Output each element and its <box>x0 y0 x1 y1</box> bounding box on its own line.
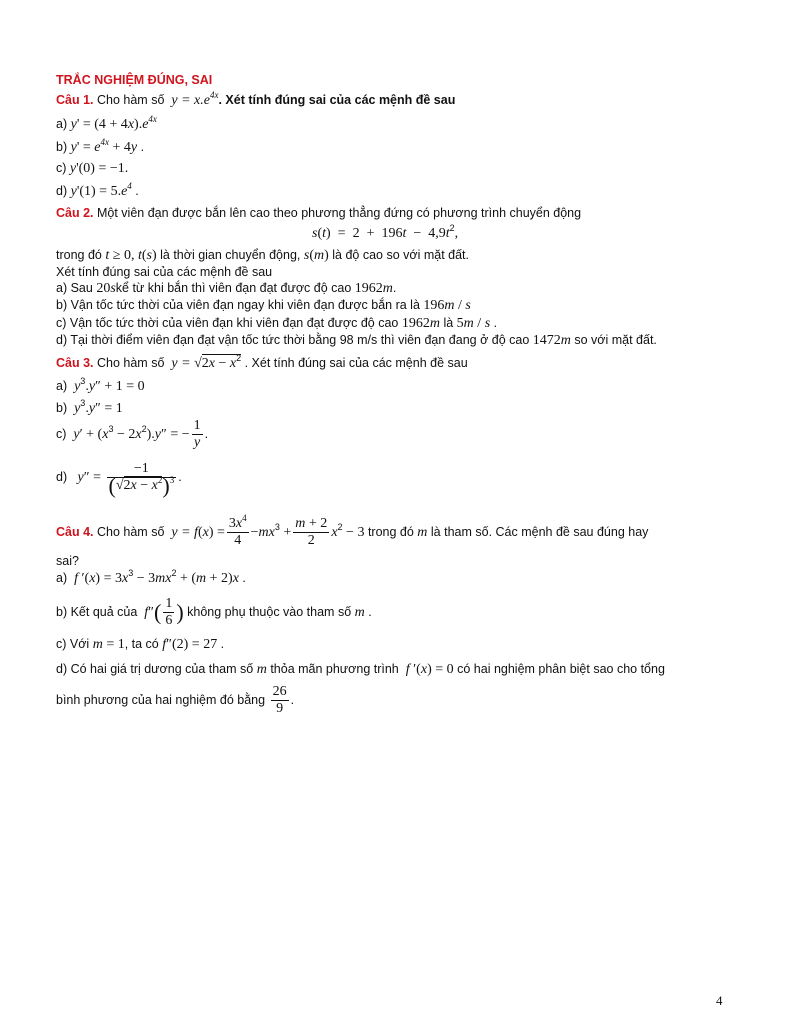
q4-d-text2: thỏa mãn phương trình <box>270 662 399 676</box>
q2-text: Một viên đạn được bắn lên cao theo phương thẳng đứng có phương trình chuyển động <box>97 206 582 220</box>
q4-option-a: a) f $'(x) = 3x^3 - 3mx^2 + (m + 2)x$ . <box>56 568 246 586</box>
q1-option-c: c) y'(0) = −1. <box>56 161 129 176</box>
q2-c-text1: c) Vận tốc tức thời của viên đạn khi viên đạn đạt được độ cao <box>56 316 399 330</box>
q4-option-c: c) Với m = 1, ta có f″(2) = 27 . <box>56 637 225 652</box>
q2-c-text2: là <box>443 316 454 330</box>
q4-d-text4: bình phương của hai nghiệm đó bằng <box>56 693 266 707</box>
q4-text-c: là tham số. Các mệnh đề sau đúng hay <box>430 525 649 539</box>
q3-formula: y = <box>167 356 195 371</box>
q3-option-c: c) $y' + (x^3 - 2x^2).y''$ = − $\frac{1}{y}$ . <box>56 418 209 451</box>
q3-c-label: c) <box>56 427 67 441</box>
q3-option-a: a) $y^3.y'' + 1 = 0$ <box>56 376 145 394</box>
q2-option-c: c) Vận tốc tức thời của viên đạn khi viên đạn đạt được độ cao 1962m là 5m / s . <box>56 316 498 331</box>
q2-a-text1: a) Sau <box>56 281 93 295</box>
q2-d-text2: so với mặt đất. <box>574 333 657 347</box>
q1-c-label: c) <box>56 161 67 175</box>
q2-stem <box>56 205 581 221</box>
q1-text-end: . Xét tính đúng sai của các mệnh đề sau <box>218 93 456 107</box>
q1-stem <box>56 92 455 109</box>
q2-b-text: b) Vận tốc tức thời của viên đạn ngay khi viên đạn được bắn ra là <box>56 298 420 312</box>
q4-option-d-cont: bình phương của hai nghiệm đó bằng $\frac{26}{9}$ . <box>56 684 295 717</box>
q4-a-label: a) <box>56 571 68 585</box>
q1-text: Cho hàm số <box>97 93 165 107</box>
q3-d-label: d) <box>56 470 68 484</box>
q1-option-a: a) $y' = (4 + 4x).e^{4x}$ <box>56 114 157 132</box>
q4-label: Câu 4. <box>56 525 94 539</box>
q4-b-text2: không phụ thuộc vào tham số <box>187 605 352 619</box>
q3-option-d: d) y″ = $\frac{-1}{(√2x - x^2)^3}$ . <box>56 461 182 499</box>
q2-where: trong đó t ≥ 0, t(s) là thời gian chuyển động, s(m) là độ cao so với mặt đất. <box>56 248 470 263</box>
q3-stem: Câu 3. Cho hàm số $y = √2x - x^2$ . Xét tính đúng sai của các mệnh đề sau <box>56 353 468 371</box>
q2-where-c: là độ cao so với mặt đất. <box>332 248 470 262</box>
q2-option-d: d) Tại thời điểm viên đạn đạt vận tốc tức thời bằng 98 m/s thì viên đạn đang ở độ cao 1472m so với mặt đất. <box>56 333 657 348</box>
page-number: 4 <box>716 993 723 1008</box>
q2-a-text2: kể từ khi bắn thì viên đạn đạt được độ cao <box>115 281 352 295</box>
q2-option-b: b) Vận tốc tức thời của viên đạn ngay khi viên đạn được bắn ra là 196m / s <box>56 298 471 313</box>
section-heading: TRẮC NGHIỆM ĐÚNG, SAI <box>56 73 213 87</box>
q3-text: Cho hàm số <box>97 356 165 370</box>
q4-d-text3: có hai nghiệm phân biệt sao cho tổng <box>457 662 665 676</box>
q4-d-text1: d) Có hai giá trị dương của tham số <box>56 662 254 676</box>
q3-a-label: a) <box>56 379 68 393</box>
q3-text-end: . Xét tính đúng sai của các mệnh đề sau <box>244 356 468 370</box>
q1-option-b: b) $y' = e^{4x} + 4y$ . <box>56 137 145 155</box>
q2-equation: $s(t) = 2 + 196t - 4,9t^2$, <box>312 223 459 241</box>
q1-d-label: d) <box>56 184 68 198</box>
q4-c-text2: , ta có <box>124 637 159 651</box>
q2-d-text1: d) Tại thời điểm viên đạn đạt vận tốc tức thời bằng 98 m/s thì viên đạn đang ở độ cao <box>56 333 530 347</box>
q2-where-a: trong đó <box>56 248 102 262</box>
q2-label: Câu 2. <box>56 206 94 220</box>
q4-text: Cho hàm số <box>97 525 165 539</box>
q4-text-b: trong đó <box>367 525 414 539</box>
q4-option-d: d) Có hai giá trị dương của tham số m thỏa mãn phương trình f ′(x) = 0 có hai nghiệm phân biệt sao cho tổng <box>56 662 665 677</box>
q4-text-d: sai? <box>56 554 79 568</box>
q4-stem: Câu 4. Cho hàm số y = f(x) = $\frac{3x^4}{4}$ $-mx^3$ + $\frac{m + 2}{2}$ $x^2 - 3$ trong đó m là tham số. Các mệnh đề sau đúng hay <box>56 513 649 549</box>
q3-b-label: b) <box>56 401 68 415</box>
q3-label: Câu 3. <box>56 356 94 370</box>
q1-a-label: a) <box>56 117 68 131</box>
q4-c-text1: c) Với <box>56 637 90 651</box>
q2-option-a: a) Sau 20skể từ khi bắn thì viên đạn đạt được độ cao 1962m. <box>56 281 397 296</box>
q2-where-b: là thời gian chuyển động, <box>160 248 301 262</box>
q4-option-b: b) Kết quả của f″( $\frac{1}{6}$ ) không phụ thuộc vào tham số m . <box>56 596 372 629</box>
q2-instruction: Xét tính đúng sai của các mệnh đề sau <box>56 265 273 279</box>
q1-formula: $y = x.e^{4x}$ <box>167 90 219 108</box>
q4-b-text1: b) Kết quả của <box>56 605 138 619</box>
q3-option-b: b) $y^3.y'' = 1$ <box>56 398 123 416</box>
q1-label: Câu 1. <box>56 93 94 107</box>
q1-b-label: b) <box>56 140 68 154</box>
q1-option-d: d) $y'(1) = 5.e^4$ . <box>56 181 139 199</box>
